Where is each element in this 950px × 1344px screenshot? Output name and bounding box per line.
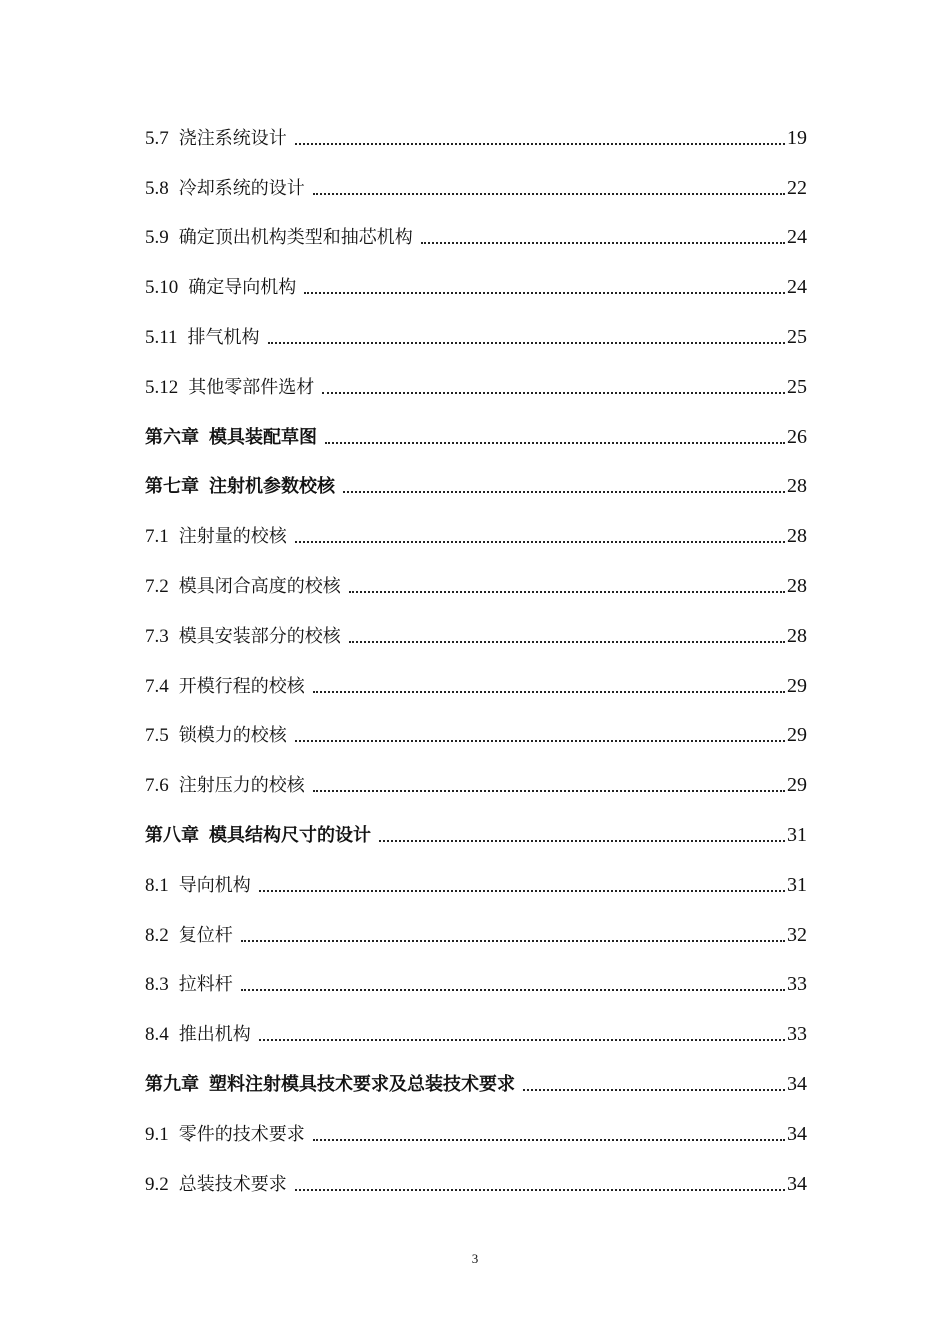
toc-dot-leader bbox=[313, 1139, 785, 1141]
toc-entry-title: 拉料杆 bbox=[178, 974, 233, 996]
toc-entry-page: 22 bbox=[787, 176, 807, 199]
toc-section-entry[interactable] bbox=[145, 309, 807, 359]
toc-entry-number: 7.1 bbox=[145, 526, 169, 548]
toc-dot-leader bbox=[295, 541, 785, 543]
toc-section-entry[interactable] bbox=[145, 1106, 807, 1156]
toc-entry-number: 7.6 bbox=[145, 775, 169, 797]
toc-section-entry[interactable] bbox=[145, 658, 807, 708]
toc-dot-leader bbox=[259, 890, 785, 892]
toc-entry-title: 浇注系统设计 bbox=[178, 127, 287, 149]
toc-entry-page: 29 bbox=[787, 674, 807, 697]
toc-dot-leader bbox=[268, 342, 785, 344]
toc-dot-leader bbox=[322, 392, 785, 394]
toc-entry-page: 29 bbox=[787, 774, 807, 797]
toc-entry-title: 模具结构尺寸的设计 bbox=[209, 824, 371, 846]
toc-section-entry[interactable] bbox=[145, 359, 807, 409]
toc-section-entry[interactable] bbox=[145, 757, 807, 807]
toc-entry-number: 第八章 bbox=[145, 824, 199, 846]
toc-entry-page: 26 bbox=[787, 425, 807, 448]
toc-entry-title: 锁模力的校核 bbox=[178, 725, 287, 747]
toc-entry-number: 第七章 bbox=[145, 476, 199, 498]
toc-entry-page: 32 bbox=[787, 923, 807, 946]
toc-dot-leader bbox=[313, 193, 785, 195]
toc-entry-number: 5.10 bbox=[145, 277, 179, 299]
toc-entry-title: 确定导向机构 bbox=[188, 277, 297, 299]
toc-entry-number: 7.2 bbox=[145, 575, 169, 597]
toc-entry-page: 28 bbox=[787, 574, 807, 597]
toc-dot-leader bbox=[343, 491, 785, 493]
toc-entry-page: 25 bbox=[787, 325, 807, 348]
toc-entry-title: 复位杆 bbox=[178, 924, 233, 946]
toc-entry-title: 冷却系统的设计 bbox=[178, 177, 305, 199]
toc-dot-leader bbox=[295, 143, 785, 145]
toc-entry-number: 7.3 bbox=[145, 625, 169, 647]
toc-entry-number: 5.12 bbox=[145, 376, 179, 398]
toc-section-entry[interactable] bbox=[145, 608, 807, 658]
toc-chapter-entry[interactable] bbox=[145, 409, 807, 459]
toc-dot-leader bbox=[349, 641, 785, 643]
toc-entry-title: 开模行程的校核 bbox=[178, 675, 305, 697]
toc-section-entry[interactable] bbox=[145, 259, 807, 309]
toc-entry-title: 推出机构 bbox=[178, 1024, 251, 1046]
toc-section-entry[interactable] bbox=[145, 907, 807, 957]
toc-entry-number: 8.2 bbox=[145, 924, 169, 946]
toc-entry-page: 29 bbox=[787, 724, 807, 747]
toc-entry-title: 确定顶出机构类型和抽芯机构 bbox=[178, 227, 413, 249]
toc-entry-page: 24 bbox=[787, 276, 807, 299]
toc-chapter-entry[interactable] bbox=[145, 459, 807, 509]
toc-entry-page: 19 bbox=[787, 126, 807, 149]
toc-entry-title: 注射机参数校核 bbox=[209, 476, 335, 498]
toc-entry-title: 模具安装部分的校核 bbox=[178, 625, 341, 647]
toc-entry-number: 8.4 bbox=[145, 1024, 169, 1046]
toc-dot-leader bbox=[295, 1189, 785, 1191]
toc-dot-leader bbox=[241, 940, 785, 942]
toc-chapter-entry[interactable] bbox=[145, 1056, 807, 1106]
toc-entry-number: 9.1 bbox=[145, 1123, 169, 1145]
toc-dot-leader bbox=[379, 840, 785, 842]
toc-entry-title: 注射量的校核 bbox=[178, 526, 287, 548]
toc-entry-number: 5.8 bbox=[145, 177, 169, 199]
toc-entry-page: 34 bbox=[787, 1122, 807, 1145]
toc-entry-number: 5.9 bbox=[145, 227, 169, 249]
toc-entry-number: 8.1 bbox=[145, 874, 169, 896]
toc-section-entry[interactable] bbox=[145, 558, 807, 608]
toc-section-entry[interactable] bbox=[145, 1006, 807, 1056]
toc-dot-leader bbox=[259, 1039, 785, 1041]
page-number: 3 bbox=[471, 1251, 479, 1266]
toc-entry-page: 28 bbox=[787, 624, 807, 647]
toc-entry-title: 排气机构 bbox=[187, 326, 260, 348]
toc-entry-title: 总装技术要求 bbox=[178, 1173, 287, 1195]
toc-entry-number: 5.11 bbox=[145, 326, 178, 348]
toc-section-entry[interactable] bbox=[145, 957, 807, 1007]
table-of-contents bbox=[145, 110, 807, 1206]
toc-dot-leader bbox=[241, 989, 785, 991]
toc-entry-number: 7.4 bbox=[145, 675, 169, 697]
toc-section-entry[interactable] bbox=[145, 1156, 807, 1206]
toc-dot-leader bbox=[313, 691, 785, 693]
toc-entry-page: 24 bbox=[787, 226, 807, 249]
toc-dot-leader bbox=[523, 1089, 785, 1091]
toc-entry-page: 25 bbox=[787, 375, 807, 398]
toc-entry-title: 导向机构 bbox=[178, 874, 251, 896]
toc-dot-leader bbox=[421, 242, 785, 244]
toc-section-entry[interactable] bbox=[145, 857, 807, 907]
toc-dot-leader bbox=[349, 591, 785, 593]
toc-entry-title: 其他零部件选材 bbox=[188, 376, 315, 398]
toc-entry-page: 33 bbox=[787, 1023, 807, 1046]
toc-entry-number: 7.5 bbox=[145, 725, 169, 747]
toc-dot-leader bbox=[304, 292, 785, 294]
toc-entry-number: 5.7 bbox=[145, 127, 169, 149]
toc-section-entry[interactable] bbox=[145, 210, 807, 260]
toc-entry-title: 零件的技术要求 bbox=[178, 1123, 305, 1145]
toc-entry-title: 模具闭合高度的校核 bbox=[178, 575, 341, 597]
toc-entry-number: 9.2 bbox=[145, 1173, 169, 1195]
toc-entry-number: 8.3 bbox=[145, 974, 169, 996]
toc-dot-leader bbox=[313, 790, 785, 792]
toc-entry-page: 28 bbox=[787, 475, 807, 498]
toc-entry-number: 第六章 bbox=[145, 426, 199, 448]
toc-entry-number: 第九章 bbox=[145, 1073, 199, 1095]
toc-entry-page: 34 bbox=[787, 1072, 807, 1095]
toc-entry-page: 34 bbox=[787, 1172, 807, 1195]
toc-entry-page: 31 bbox=[787, 823, 807, 846]
toc-entry-title: 塑料注射模具技术要求及总装技术要求 bbox=[209, 1073, 515, 1095]
toc-chapter-entry[interactable] bbox=[145, 807, 807, 857]
toc-section-entry[interactable] bbox=[145, 110, 807, 160]
toc-entry-page: 33 bbox=[787, 973, 807, 996]
toc-entry-page: 31 bbox=[787, 873, 807, 896]
toc-section-entry[interactable] bbox=[145, 708, 807, 758]
toc-dot-leader bbox=[325, 442, 785, 444]
toc-dot-leader bbox=[295, 740, 785, 742]
toc-section-entry[interactable] bbox=[145, 508, 807, 558]
toc-section-entry[interactable] bbox=[145, 160, 807, 210]
toc-entry-title: 模具装配草图 bbox=[209, 426, 317, 448]
toc-entry-page: 28 bbox=[787, 525, 807, 548]
toc-entry-title: 注射压力的校核 bbox=[178, 775, 305, 797]
